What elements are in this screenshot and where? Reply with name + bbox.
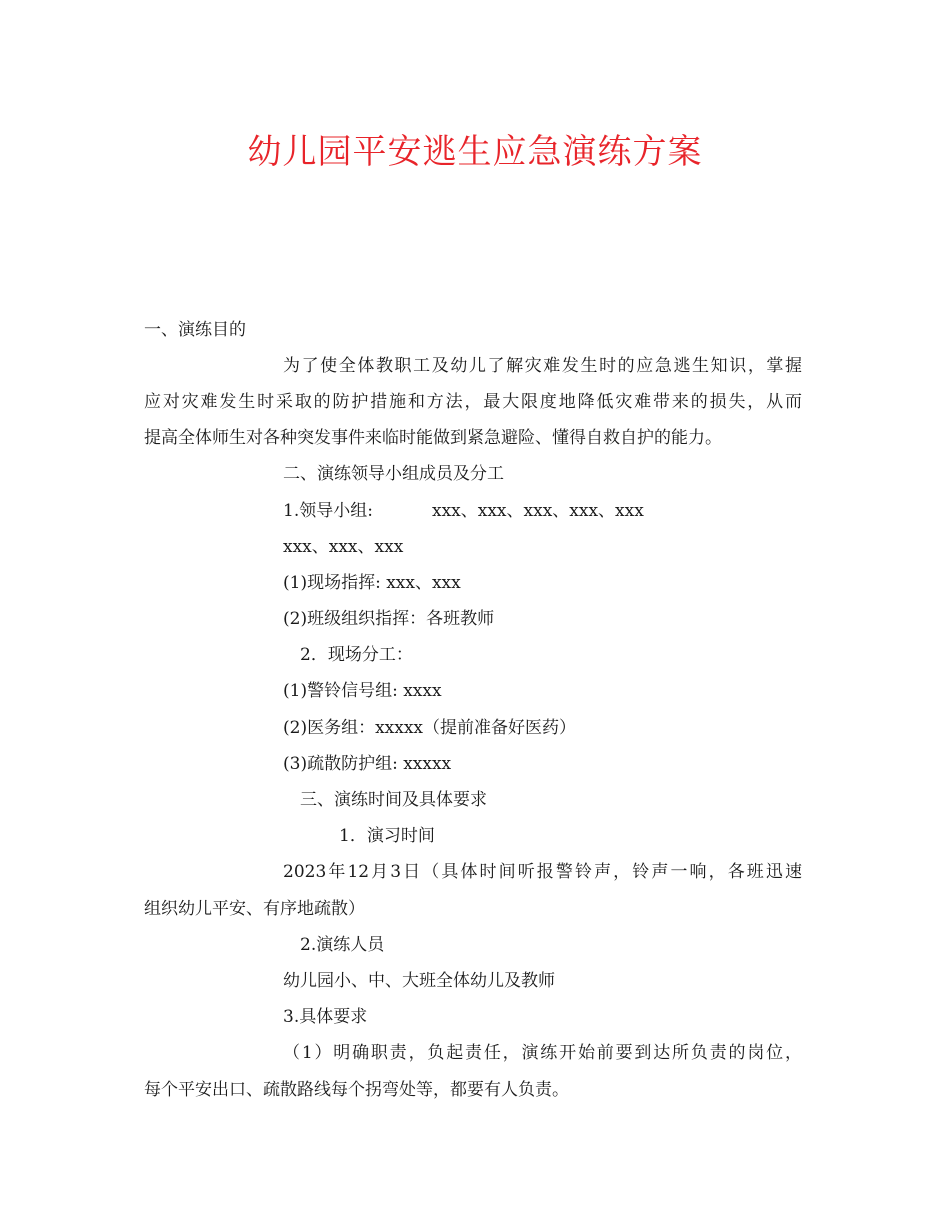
requirement-1-line-2: 每个平安出口、疏散路线每个拐弯处等，都要有人负责。 bbox=[144, 1080, 569, 1100]
leader-group-names-2: xxx、xxx、xxx bbox=[283, 537, 404, 557]
leader-group-names-1: xxx、xxx、xxx、xxx、xxx bbox=[432, 501, 644, 521]
class-command: (2)班级组织指挥：各班教师 bbox=[283, 609, 495, 629]
drill-time-heading: 1．演习时间 bbox=[339, 826, 435, 846]
purpose-line-3: 提高全体师生对各种突发事件来临时能做到紧急避险、懂得自救自护的能力。 bbox=[144, 428, 722, 448]
onsite-division-heading: 2．现场分工： bbox=[300, 645, 413, 665]
participants-heading: 2.演练人员 bbox=[300, 935, 385, 955]
section3-heading: 三、演练时间及具体要求 bbox=[300, 790, 487, 810]
alarm-group: (1)警铃信号组: xxxx bbox=[283, 681, 442, 701]
leader-group-label: 1.领导小组: bbox=[283, 501, 373, 521]
requirement-1-line-1: （1）明确职责，负起责任，演练开始前要到达所负责的岗位， bbox=[283, 1043, 802, 1063]
medical-group: (2)医务组：xxxxx（提前准备好医药） bbox=[283, 718, 577, 738]
drill-time-line-2: 组织幼儿平安、有序地疏散） bbox=[144, 899, 365, 919]
onsite-command: (1)现场指挥: xxx、xxx bbox=[283, 573, 461, 593]
participants: 幼儿园小、中、大班全体幼儿及教师 bbox=[283, 971, 555, 991]
section1-heading: 一、演练目的 bbox=[144, 320, 246, 340]
evacuation-group: (3)疏散防护组: xxxxx bbox=[283, 754, 452, 774]
purpose-line-2: 应对灾难发生时采取的防护措施和方法，最大限度地降低灾难带来的损失，从而 bbox=[144, 392, 802, 412]
section2-heading: 二、演练领导小组成员及分工 bbox=[283, 464, 504, 484]
requirements-heading: 3.具体要求 bbox=[283, 1007, 368, 1027]
drill-time-line-1: 2023年12月3日（具体时间听报警铃声，铃声一响，各班迅速 bbox=[283, 862, 802, 882]
purpose-line-1: 为了使全体教职工及幼儿了解灾难发生时的应急逃生知识，掌握 bbox=[283, 356, 802, 376]
document-title: 幼儿园平安逃生应急演练方案 bbox=[247, 132, 703, 172]
